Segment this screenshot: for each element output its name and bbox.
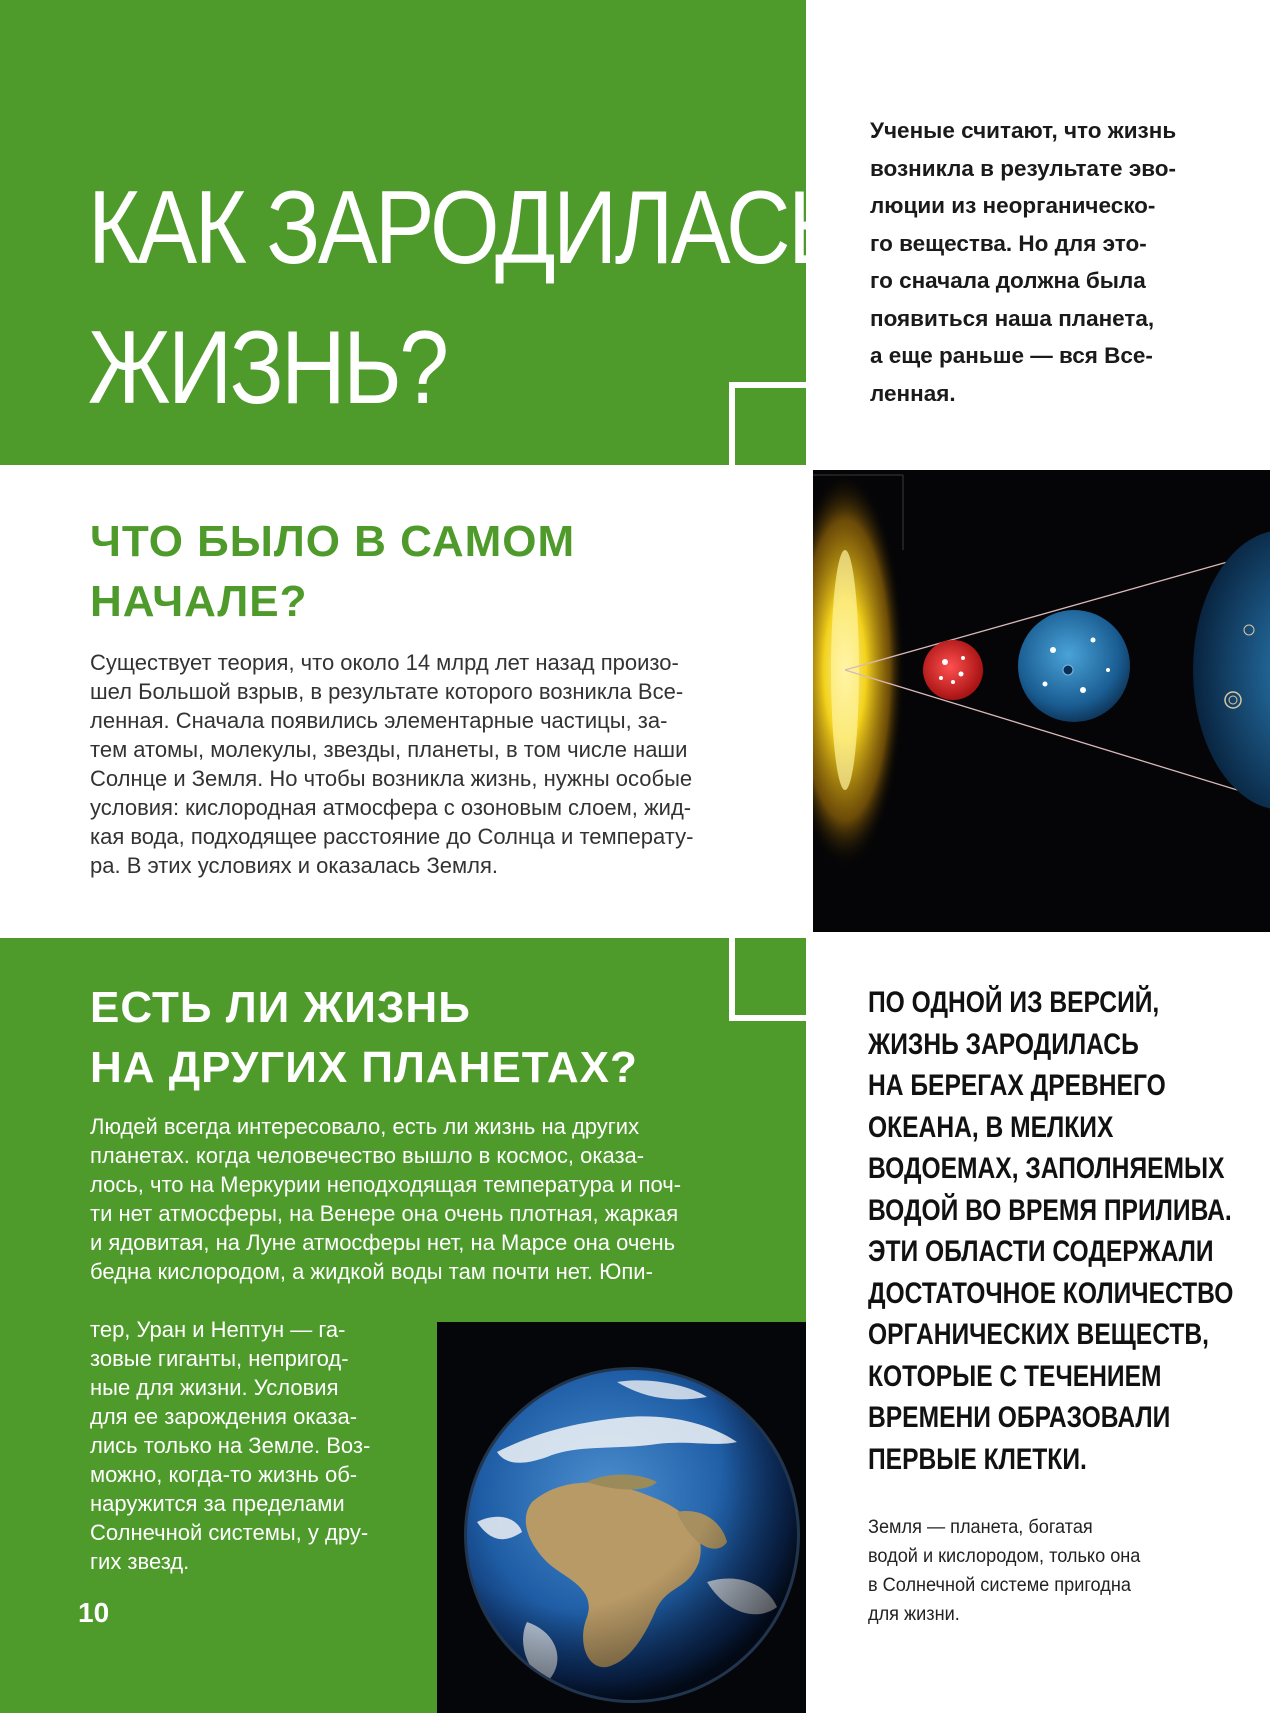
heading-line: ЕСТЬ ЛИ ЖИЗНЬ [90, 983, 471, 1032]
section-paragraph-beginning [90, 648, 752, 880]
title-line-2: ЖИЗНЬ? [88, 310, 447, 426]
intro-line: го сначала должна была [870, 268, 1146, 293]
big-bang-drawing [813, 470, 1270, 932]
heading-line: ЧТО БЫЛО В САМОМ [90, 517, 576, 566]
earth-image [437, 1322, 806, 1713]
quote-line: ВОДОЙ ВО ВРЕМЯ ПРИЛИВА. [868, 1193, 1232, 1227]
quote-line: НА БЕРЕГАХ ДРЕВНЕГО [868, 1069, 1166, 1102]
intro-line: возникла в результате эво- [870, 155, 1177, 181]
intro-line: го вещества. Но для это- [870, 230, 1147, 256]
paragraph-line: для ее зарождения оказа- [90, 1404, 358, 1429]
title-line-1: КАК ЗАРОДИЛАСЬ [88, 170, 845, 286]
big-bang-illustration [813, 470, 1270, 932]
paragraph-line: условия: кислородная атмосфера с озоновым слоем, жид- [90, 795, 692, 820]
caption-line: водой и кислородом, только она [868, 1545, 1141, 1567]
paragraph-line: гих звезд. [90, 1549, 190, 1574]
quote-line: ДОСТАТОЧНОЕ КОЛИЧЕСТВО [868, 1276, 1234, 1310]
paragraph-line: Солнечной системы, у дру- [90, 1520, 369, 1545]
paragraph-line: тем атомы, молекулы, звезды, планеты, в том числе наши [90, 737, 688, 762]
intro-line: появиться наша планета, [870, 305, 1155, 331]
intro-line: а еще раньше — вся Все- [870, 343, 1153, 368]
quote-line: ПО ОДНОЙ ИЗ ВЕРСИЙ, [868, 986, 1160, 1019]
paragraph-line: ра. В этих условиях и оказалась Земля. [90, 853, 498, 878]
caption-line: в Солнечной системе пригодна [868, 1574, 1131, 1596]
section-paragraph-narrow [90, 1315, 404, 1576]
page-title [88, 158, 845, 438]
paragraph-line: ти нет атмосферы, на Венере она очень плотная, жаркая [90, 1201, 679, 1226]
paragraph-line: лись только на Земле. Воз- [90, 1433, 371, 1458]
paragraph-line: Людей всегда интересовало, есть ли жизнь на других [90, 1114, 640, 1139]
image-caption [868, 1513, 1175, 1629]
caption-line: Земля — планета, богатая [868, 1516, 1093, 1538]
quote-line: КОТОРЫЕ С ТЕЧЕНИЕМ [868, 1359, 1162, 1393]
quote-line: ПЕРВЫЕ КЛЕТКИ. [868, 1442, 1087, 1476]
intro-line: люции из неорганическо- [870, 193, 1156, 218]
paragraph-line: лось, что на Меркурии неподходящая температура и поч- [90, 1172, 682, 1197]
heading-line: НАЧАЛЕ? [90, 577, 308, 626]
quote-line: ОКЕАНА, В МЕЛКИХ [868, 1110, 1114, 1144]
paragraph-line: зовые гиганты, непригод- [90, 1346, 349, 1371]
quote-line: ЭТИ ОБЛАСТИ СОДЕРЖАЛИ [868, 1235, 1214, 1268]
corner-bracket-top [729, 382, 812, 471]
paragraph-line: Существует теория, что около 14 млрд лет назад произо- [90, 650, 679, 675]
section-paragraph-other-planets [90, 1112, 752, 1286]
paragraph-line: Солнце и Земля. Но чтобы возникла жизнь, нужны особые [90, 766, 693, 791]
section-heading-other-planets [90, 978, 790, 1098]
intro-line: ленная. [870, 380, 956, 406]
paragraph-line: кая вода, подходящее расстояние до Солнца и температу- [90, 824, 694, 849]
quote-line: ЖИЗНЬ ЗАРОДИЛАСЬ [868, 1027, 1139, 1061]
paragraph-line: и ядовитая, на Луне атмосферы нет, на Марсе она очень [90, 1230, 676, 1255]
paragraph-line: планетах. когда человечество вышло в космос, оказа- [90, 1143, 645, 1168]
quote-line: ВОДОЕМАХ, ЗАПОЛНЯЕМЫХ [868, 1152, 1225, 1185]
caption-line: для жизни. [868, 1603, 960, 1625]
paragraph-line: ленная. Сначала появились элементарные частицы, за- [90, 708, 668, 733]
paragraph-line: шел Большой взрыв, в результате которого возникла Все- [90, 679, 684, 704]
paragraph-line: тер, Уран и Нептун — га- [90, 1317, 346, 1342]
paragraph-line: можно, когда-то жизнь об- [90, 1462, 358, 1487]
quote-line: ОРГАНИЧЕСКИХ ВЕЩЕСТВ, [868, 1318, 1209, 1351]
section-heading-beginning [90, 512, 710, 632]
paragraph-line: бедна кислородом, а жидкой воды там почти нет. Юпи- [90, 1259, 653, 1284]
intro-line: Ученые считают, что жизнь [870, 118, 1177, 143]
sidebar-quote [868, 982, 1234, 1480]
earth-drawing [437, 1322, 806, 1713]
heading-line: НА ДРУГИХ ПЛАНЕТАХ? [90, 1043, 638, 1092]
paragraph-line: ные для жизни. Условия [90, 1375, 339, 1400]
intro-text [870, 112, 1210, 412]
page-number: 10 [78, 1597, 110, 1628]
paragraph-line: наружится за пределами [90, 1491, 345, 1516]
quote-line: ВРЕМЕНИ ОБРАЗОВАЛИ [868, 1401, 1171, 1434]
